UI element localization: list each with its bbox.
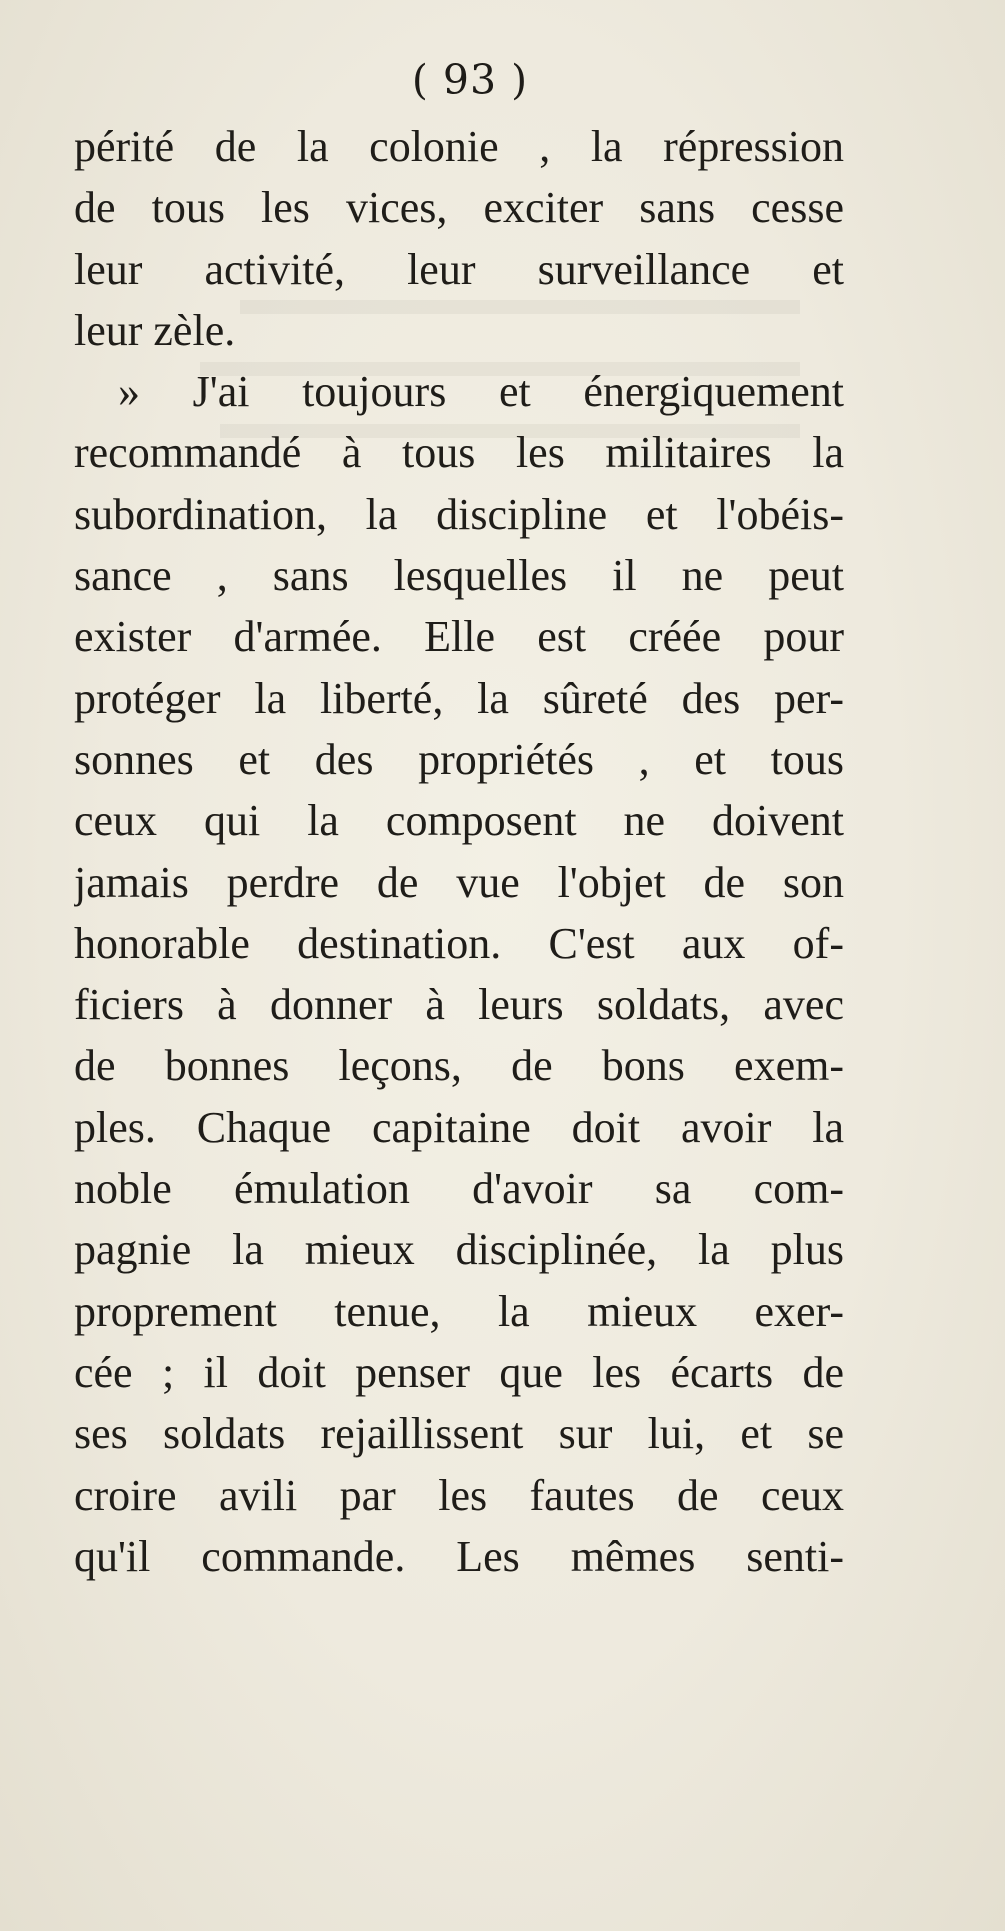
text-line: leur activité, leur surveillance et: [74, 244, 844, 294]
text-line: honorable destination. C'est aux of-: [74, 918, 844, 968]
text-line: de tous les vices, exciter sans cesse: [74, 183, 844, 233]
text-line: protéger la liberté, la sûreté des per-: [74, 673, 844, 723]
text-line: jamais perdre de vue l'objet de son: [74, 857, 844, 907]
text-line: subordination, la discipline et l'obéis-: [74, 489, 844, 539]
page-number: ( 93 ): [411, 56, 529, 104]
text-line: exister d'armée. Elle est créée pour: [74, 612, 844, 662]
text-line: croire avili par les fautes de ceux: [74, 1470, 844, 1520]
text-line: proprement tenue, la mieux exer-: [74, 1286, 844, 1336]
text-line: leur zèle.: [74, 305, 236, 355]
text-line: périté de la colonie , la répression: [74, 122, 844, 171]
text-line: sance , sans lesquelles il ne peut: [74, 551, 844, 601]
text-line: sonnes et des propriétés , et tous: [74, 734, 844, 784]
text-line: de bonnes leçons, de bons exem-: [74, 1041, 844, 1091]
text-line: ceux qui la composent ne doivent: [74, 796, 844, 846]
text-line: ples. Chaque capitaine doit avoir la: [74, 1102, 844, 1152]
body-text: [74, 116, 844, 1587]
text-line: pagnie la mieux disciplinée, la plus: [74, 1225, 844, 1275]
text-line: cée ; il doit penser que les écarts de: [74, 1347, 844, 1397]
text-line: » J'ai toujours et énergiquement: [118, 367, 844, 417]
text-line: qu'il commande. Les mêmes senti-: [74, 1531, 844, 1581]
text-line: recommandé à tous les militaires la: [74, 428, 844, 478]
text-line: ficiers à donner à leurs soldats, avec: [74, 980, 844, 1030]
text-line: ses soldats rejaillissent sur lui, et se: [74, 1409, 844, 1459]
text-line: noble émulation d'avoir sa com-: [74, 1164, 844, 1214]
